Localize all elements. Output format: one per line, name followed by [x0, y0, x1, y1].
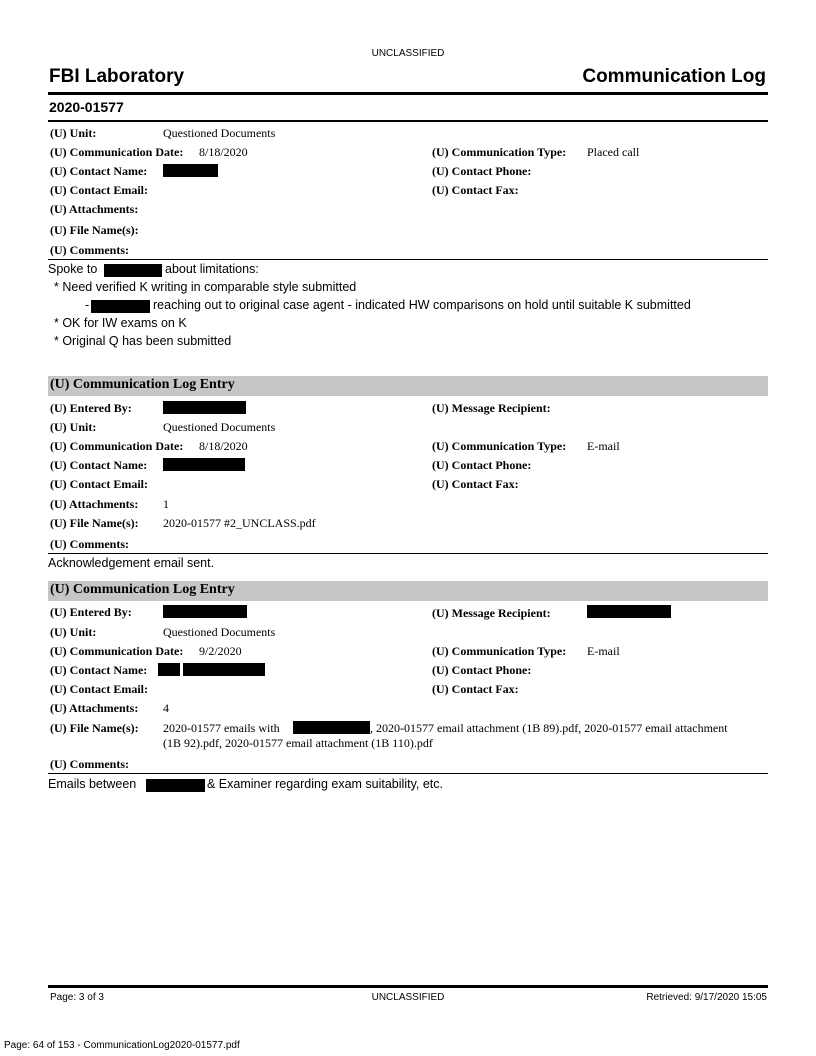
contact-fax-label: (U) Contact Fax: [432, 183, 519, 197]
comm-date-label: (U) Communication Date: [50, 145, 184, 159]
contact-email-label: (U) Contact Email: [50, 183, 148, 197]
unit-value: Questioned Documents [163, 420, 276, 434]
file-names-value: (1B 92).pdf, 2020-01577 email attachment (1B 110).pdf [163, 736, 433, 750]
comments-rule [48, 259, 768, 260]
contact-fax-label: (U) Contact Fax: [432, 682, 519, 696]
contact-phone-label: (U) Contact Phone: [432, 663, 532, 677]
unit-label: (U) Unit: [50, 126, 97, 140]
comment-text: about limitations: [165, 262, 259, 276]
file-names-label: (U) File Name(s): [50, 516, 139, 530]
footer-rule [48, 985, 768, 988]
comment-text: & Examiner regarding exam suitability, etc. [207, 777, 443, 791]
attachments-value: 1 [163, 497, 169, 511]
comm-type-label: (U) Communication Type: [432, 145, 567, 159]
comments-rule [48, 553, 768, 554]
redaction [91, 300, 150, 313]
file-names-value: 2020-01577 #2_UNCLASS.pdf [163, 516, 316, 530]
comment-text: reaching out to original case agent - indicated HW comparisons on hold until suitable K submitted [153, 298, 691, 312]
contact-name-label: (U) Contact Name: [50, 164, 148, 178]
redaction [163, 458, 245, 471]
attachments-value: 4 [163, 701, 169, 715]
attachments-label: (U) Attachments: [50, 202, 139, 216]
page-number: Page: 3 of 3 [50, 992, 104, 1003]
lab-title: FBI Laboratory [49, 66, 185, 87]
redaction [163, 605, 247, 618]
message-recipient-label: (U) Message Recipient: [432, 401, 551, 415]
section-header [48, 581, 768, 601]
section-title: (U) Communication Log Entry [50, 582, 235, 597]
comm-date-label: (U) Communication Date: [50, 439, 184, 453]
section-header [48, 376, 768, 396]
file-names-value: , 2020-01577 email attachment (1B 89).pdf, 2020-01577 email attachment [370, 721, 728, 735]
document-title: Communication Log [582, 66, 766, 87]
comment-text: Emails between [48, 777, 137, 791]
comm-type-label: (U) Communication Type: [432, 644, 567, 658]
comments-rule [48, 773, 768, 774]
message-recipient-label: (U) Message Recipient: [432, 606, 551, 620]
comment-text: Acknowledgement email sent. [48, 556, 215, 570]
contact-fax-label: (U) Contact Fax: [432, 477, 519, 491]
comm-type-value: Placed call [587, 145, 640, 159]
contact-email-label: (U) Contact Email: [50, 682, 148, 696]
redaction [587, 605, 671, 618]
redaction [293, 721, 370, 734]
comm-type-label: (U) Communication Type: [432, 439, 567, 453]
header-rule [48, 92, 768, 95]
pdf-page-info: Page: 64 of 153 - CommunicationLog2020-01577.pdf [4, 1040, 240, 1051]
classification-bottom: UNCLASSIFIED [371, 992, 445, 1003]
comments-label: (U) Comments: [50, 243, 129, 257]
redaction [146, 779, 205, 792]
unit-label: (U) Unit: [50, 625, 97, 639]
unit-label: (U) Unit: [50, 420, 97, 434]
contact-name-label: (U) Contact Name: [50, 458, 148, 472]
contact-name-label: (U) Contact Name: [50, 663, 148, 677]
unit-value: Questioned Documents [163, 625, 276, 639]
comm-date-label: (U) Communication Date: [50, 644, 184, 658]
comm-type-value: E-mail [587, 439, 620, 453]
comm-date-value: 8/18/2020 [199, 439, 248, 453]
file-names-label: (U) File Name(s): [50, 721, 139, 735]
attachments-label: (U) Attachments: [50, 497, 139, 511]
unit-value: Questioned Documents [163, 126, 276, 140]
retrieved-timestamp: Retrieved: 9/17/2020 15:05 [646, 992, 767, 1003]
attachments-label: (U) Attachments: [50, 701, 139, 715]
contact-phone-label: (U) Contact Phone: [432, 458, 532, 472]
entered-by-label: (U) Entered By: [50, 401, 132, 415]
case-rule [48, 120, 768, 122]
file-names-value: 2020-01577 emails with [163, 721, 280, 735]
entered-by-label: (U) Entered By: [50, 605, 132, 619]
comm-type-value: E-mail [587, 644, 620, 658]
comment-text: * OK for IW exams on K [54, 316, 187, 330]
comments-label: (U) Comments: [50, 757, 129, 771]
redaction [158, 663, 180, 676]
classification-top: UNCLASSIFIED [371, 48, 445, 59]
comm-date-value: 9/2/2020 [199, 644, 242, 658]
comment-text: Spoke to [48, 262, 98, 276]
redaction [183, 663, 265, 676]
case-number: 2020-01577 [49, 99, 124, 115]
comment-text: - [85, 298, 90, 312]
redaction [163, 401, 246, 414]
section-title: (U) Communication Log Entry [50, 377, 235, 392]
redaction [104, 264, 162, 277]
redaction [163, 164, 218, 177]
comments-label: (U) Comments: [50, 537, 129, 551]
contact-phone-label: (U) Contact Phone: [432, 164, 532, 178]
contact-email-label: (U) Contact Email: [50, 477, 148, 491]
comment-text: * Need verified K writing in comparable style submitted [54, 280, 357, 294]
comment-text: * Original Q has been submitted [54, 334, 232, 348]
comm-date-value: 8/18/2020 [199, 145, 248, 159]
file-names-label: (U) File Name(s): [50, 223, 139, 237]
